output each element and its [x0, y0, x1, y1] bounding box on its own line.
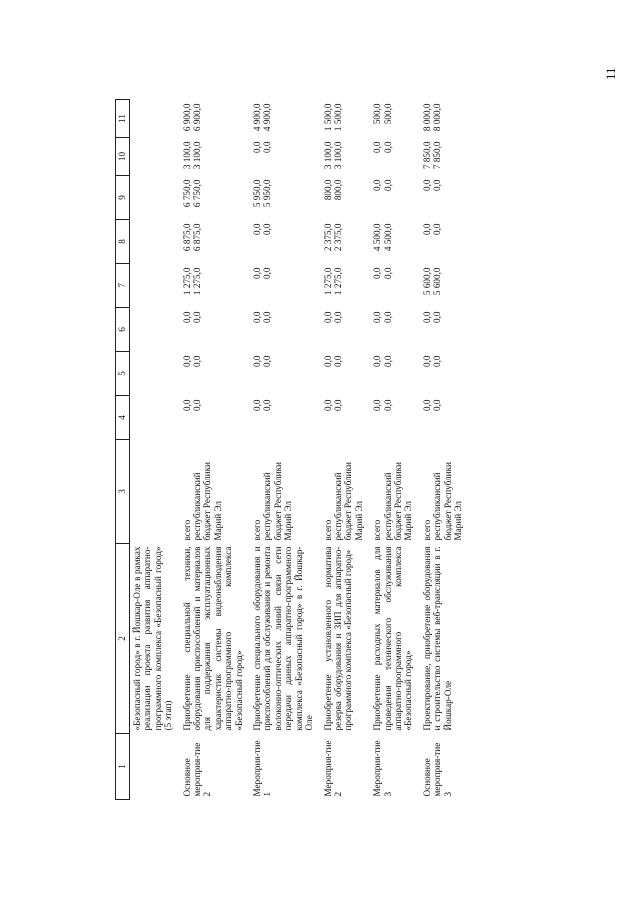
- table-row: [420, 100, 470, 800]
- row-value: 0,0 0,0: [372, 311, 393, 323]
- column-header: 1: [116, 734, 130, 800]
- row-value: 0,0 0,0: [181, 311, 203, 323]
- row-code: Мероприя-тие 3: [372, 740, 393, 797]
- row-value: 0,0 0,0: [421, 399, 443, 411]
- row-value: 1 275,0 1 275,0: [322, 267, 343, 296]
- row-value: 6 900,0 6 900,0: [181, 103, 203, 132]
- row-name: Проектирование, приобретение оборудования и строительство системы веб-трансляции в г. Йошкар-Оле: [421, 546, 453, 731]
- row-value: 500,0 500,0: [372, 103, 393, 125]
- row-value: 800,0 800,0: [322, 179, 343, 201]
- row-value: 0,0 0,0: [181, 399, 203, 411]
- row-value: [130, 138, 180, 176]
- table-row: [250, 100, 320, 800]
- table-row: [130, 100, 180, 800]
- row-source: всего республиканский бюджет Республики Марий Эл: [252, 462, 294, 541]
- row-value: [130, 176, 180, 220]
- row-value: 0,0 0,0: [421, 311, 443, 323]
- table-row: [370, 100, 420, 800]
- column-header: 10: [116, 138, 130, 176]
- row-value: 0,0 0,0: [421, 355, 443, 367]
- row-value: 4 500,0 4 500,0: [372, 223, 393, 252]
- row-code: Основное мероприя-тие 2: [181, 742, 213, 797]
- column-header: 2: [116, 544, 130, 734]
- row-value: 0,0 0,0: [252, 267, 273, 279]
- row-name: «Безопасный город» в г. Йошкар-Оле в рамках реализации проекта развития аппаратно-программного комплекса «Безопасный город» (5 этап): [132, 546, 174, 731]
- row-name: Приобретение установленного норматива резерва оборудования и ЗИП для аппаратно-программного комплекса «Безопасный город»: [322, 546, 354, 731]
- row-value: [130, 100, 180, 138]
- row-value: 8 000,0 8 000,0: [421, 103, 443, 132]
- row-value: 3 100,0 3 100,0: [322, 141, 343, 170]
- row-value: 1 500,0 1 500,0: [322, 103, 343, 132]
- row-source: всего республиканский бюджет Республики Марий Эл: [372, 462, 414, 541]
- row-value: 5 600,0 5 600,0: [421, 267, 443, 296]
- column-header: 6: [116, 308, 130, 352]
- row-value: [130, 264, 180, 308]
- row-value: 0,0 0,0: [322, 355, 343, 367]
- budget-table: [115, 99, 469, 800]
- row-source: всего республиканский бюджет Республики Марий Эл: [421, 462, 463, 541]
- row-value: 0,0 0,0: [252, 141, 273, 153]
- row-source: всего республиканский бюджет Республики Марий Эл: [181, 462, 223, 541]
- column-header: 7: [116, 264, 130, 308]
- row-value: 0,0 0,0: [421, 179, 443, 191]
- table-row: [180, 100, 250, 800]
- row-value: 6 750,0 6 750,0: [181, 179, 203, 208]
- row-value: 5 950,0 5 950,0: [252, 179, 273, 208]
- row-value: 2 375,0 2 375,0: [322, 223, 343, 252]
- column-header: 4: [116, 396, 130, 440]
- row-value: 0,0 0,0: [252, 223, 273, 235]
- row-source: всего республиканский бюджет Республики Марий Эл: [322, 462, 364, 541]
- row-value: 0,0 0,0: [252, 399, 273, 411]
- column-header: 8: [116, 220, 130, 264]
- row-value: 0,0 0,0: [372, 267, 393, 279]
- row-value: 6 875,0 6 875,0: [181, 223, 203, 252]
- row-name: Приобретение расходных материалов для проведения технического обслуживания аппаратно-программного комплекса «Безопасный город»: [372, 546, 414, 731]
- header-row: [116, 100, 130, 800]
- row-value: 0,0 0,0: [322, 311, 343, 323]
- column-header: 9: [116, 176, 130, 220]
- rotated-table-container: [115, 100, 545, 800]
- row-name: Приобретение специальной техники, оборудования приспособлений и материалов для поддержания эксплуатационных характеристик системы видеонаблюдения аппаратно-программного комплекса «Безопасный город»: [181, 546, 244, 731]
- row-value: 1 275,0 1 275,0: [181, 267, 203, 296]
- row-source: [130, 440, 180, 544]
- row-name: Приобретение специального оборудования и приспособлений для обслуживания и ремонта волоконно-оптических линий связи сети передачи данных аппаратно-программного комплекса «Безопасный город» в г. Йошкар-Оле: [252, 546, 315, 731]
- row-value: 0,0 0,0: [372, 355, 393, 367]
- column-header: 3: [116, 440, 130, 544]
- row-value: 0,0 0,0: [252, 311, 273, 323]
- column-header: 11: [116, 100, 130, 138]
- row-code: [130, 734, 180, 800]
- row-value: [130, 308, 180, 352]
- row-value: 0,0 0,0: [181, 355, 203, 367]
- row-value: 0,0 0,0: [372, 179, 393, 191]
- row-value: 0,0 0,0: [421, 223, 443, 235]
- row-value: 0,0 0,0: [322, 399, 343, 411]
- row-code: Мероприя-тие 2: [322, 740, 343, 797]
- row-code: Основное мероприя-тие 3: [421, 742, 453, 797]
- row-value: 0,0 0,0: [372, 141, 393, 153]
- row-code: Мероприя-тие 1: [252, 740, 273, 797]
- row-value: 7 850,0 7 850,0: [421, 141, 443, 170]
- row-value: 3 100,0 3 100,0: [181, 141, 203, 170]
- row-value: [130, 396, 180, 440]
- row-value: [130, 220, 180, 264]
- row-value: 4 900,0 4 900,0: [252, 103, 273, 132]
- row-value: 0,0 0,0: [372, 399, 393, 411]
- page-number: 11: [603, 67, 618, 80]
- column-header: 5: [116, 352, 130, 396]
- table-row: [321, 100, 371, 800]
- row-value: 0,0 0,0: [252, 355, 273, 367]
- row-value: [130, 352, 180, 396]
